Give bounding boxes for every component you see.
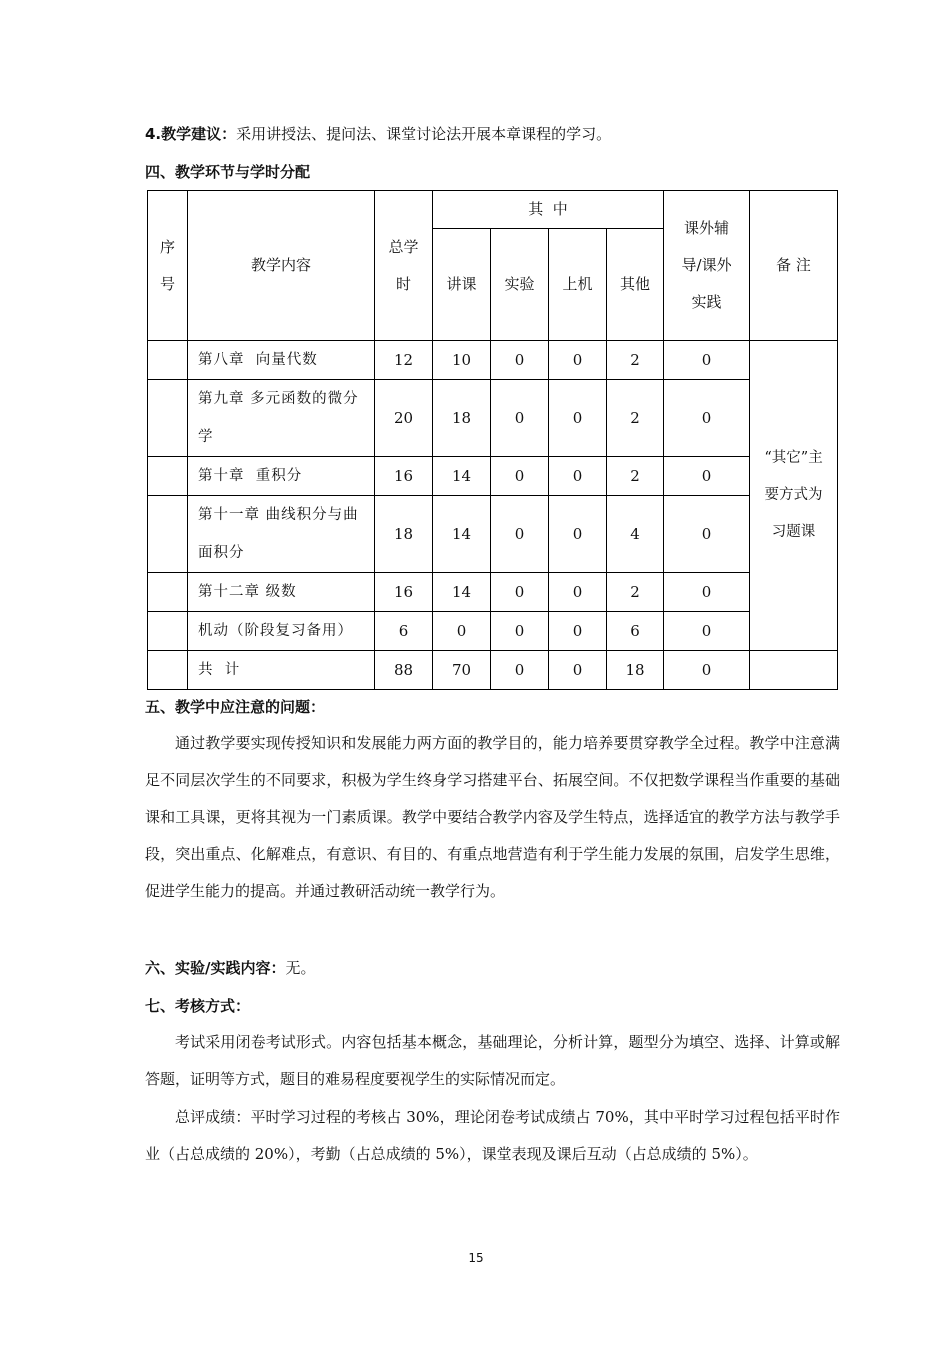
- table-row: 第十二章 级数 16 14 0 0 2 0: [148, 573, 838, 612]
- page-number: 15: [468, 1251, 484, 1265]
- schedule-table: [147, 190, 838, 690]
- section7-paragraph1: 考试采用闭卷考试形式。内容包括基本概念，基础理论，分析计算，题型分为填空、选择、计算或解答题，证明等方式，题目的难易程度要视学生的实际情况而定。: [145, 1033, 840, 1088]
- header-lecture: 讲课: [433, 229, 491, 341]
- section6-text: 无。: [285, 959, 316, 977]
- header-outside: 课外辅导/课外实践: [664, 191, 750, 341]
- section6-heading: 六、实验/实践内容：: [145, 959, 286, 977]
- section5-heading: 五、教学中应注意的问题：: [145, 698, 326, 716]
- table-row: 第八章 向量代数 12 10 0 0 2 0 “其它”主要方式为习题课: [148, 341, 838, 380]
- table-row: 机动（阶段复习备用） 6 0 0 0 6 0: [148, 612, 838, 651]
- header-content: 教学内容: [188, 191, 375, 341]
- header-total: 总学时: [375, 191, 433, 341]
- table-row: 第十章 重积分 16 14 0 0 2 0: [148, 457, 838, 496]
- header-seq: 序号: [148, 191, 188, 341]
- header-remark: 备 注: [750, 191, 838, 341]
- section7-paragraph2: 总评成绩：平时学习过程的考核占 30%，理论闭卷考试成绩占 70%，其中平时学习过程包括平时作业（占总成绩的 20%），考勤（占总成绩的 5%），课堂表现及课后互动（占总成绩的 5%）。: [145, 1108, 840, 1163]
- remark-cell: “其它”主要方式为习题课: [750, 341, 838, 651]
- section5-paragraph: 通过教学要实现传授知识和发展能力两方面的教学目的，能力培养要贯穿教学全过程。教学中注意满足不同层次学生的不同要求，积极为学生终身学习搭建平台、拓展空间。不仅把数学课程当作重要的基础课和工具课，更将其视为一门素质课。教学中要结合教学内容及学生特点，选择适宜的教学方法与教学手段，突出重点、化解难点，有意识、有目的、有重点地营造有利于学生能力发展的氛围，启发学生思维，促进学生能力的提高。并通过教研活动统一教学行为。: [145, 734, 840, 900]
- section6: [145, 958, 840, 978]
- table-total-row: 共 计 88 70 0 0 18 0: [148, 651, 838, 690]
- teaching-suggestion-text: 采用讲授法、提问法、课堂讨论法开展本章课程的学习。: [236, 125, 612, 143]
- header-other: 其他: [607, 229, 664, 341]
- section7-heading: 七、考核方式：: [145, 997, 251, 1015]
- header-among: 其 中: [433, 191, 664, 229]
- table-row: 第九章 多元函数的微分学 20 18 0 0 2 0: [148, 380, 838, 457]
- header-experiment: 实验: [491, 229, 549, 341]
- header-computer: 上机: [549, 229, 607, 341]
- table-row: 第十一章 曲线积分与曲面积分 18 14 0 0 4 0: [148, 496, 838, 573]
- teaching-suggestion-heading: 4.教学建议：: [145, 125, 237, 143]
- section4-heading: 四、教学环节与学时分配: [145, 163, 311, 181]
- teaching-suggestion: [145, 124, 840, 144]
